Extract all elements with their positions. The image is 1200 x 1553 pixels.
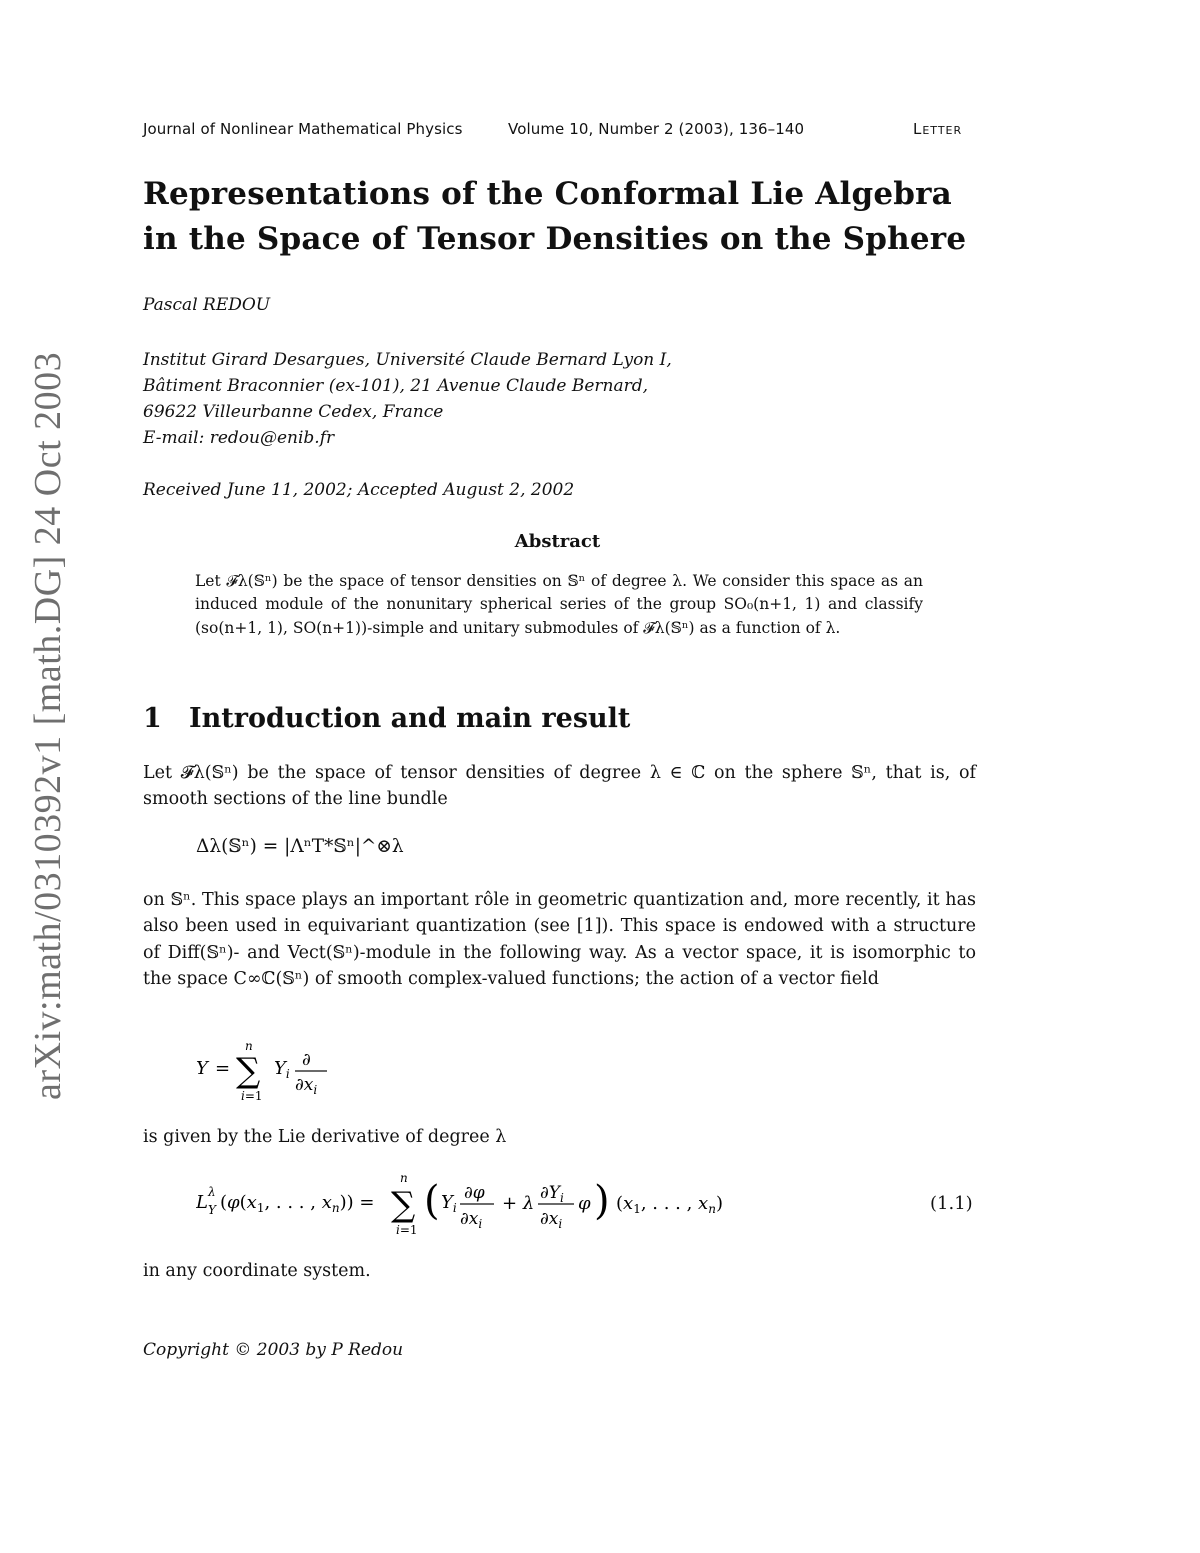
svg-text:∂Yi: $\partial Y_i$ xyxy=(540,1183,564,1205)
svg-text:): ) xyxy=(594,1178,610,1224)
svg-text:(x1, . . . , xn): ($x_1$, . . . , $x_n$) xyxy=(616,1193,723,1216)
svg-text:(φ(x1, . . . , xn)) =: ($\varphi(x_1$, . . . , $x_n$)) = xyxy=(220,1192,375,1215)
intro-paragraph-1: Let 𝓕λ(𝕊ⁿ) be the space of tensor densities of degree λ ∈ ℂ on the sphere 𝕊ⁿ, that is, of smooth sections of the line bundle xyxy=(143,763,976,810)
svg-text:=: = xyxy=(215,1058,231,1079)
vector-field-formula xyxy=(196,1036,356,1108)
svg-text:(: ( xyxy=(424,1178,440,1224)
equation-lie-derivative xyxy=(196,1168,756,1240)
svg-text:i=1: i=1 xyxy=(396,1223,418,1237)
svg-text:∑: ∑ xyxy=(236,1051,261,1091)
svg-text:∂xi: $\partial x_i$ xyxy=(295,1075,318,1097)
intro-paragraph-2: on 𝕊ⁿ. This space plays an important rôle in geometric quantization and, more recently, it has also been used in equivariant quantization (see [1]). This space is endowed with a structure of Diff(𝕊ⁿ)- and Vect(𝕊ⁿ)-module in the following way. As a vector space, it is isomorphic to the space C∞ℂ(𝕊ⁿ) of smooth complex-valued functions; the action of a vector field xyxy=(143,890,976,990)
copyright-notice: Copyright © 2003 by P Redou xyxy=(143,1340,404,1360)
section-number: 1 xyxy=(143,703,162,734)
abstract-heading: Abstract xyxy=(514,531,601,552)
lie-derivative-formula xyxy=(196,1168,756,1240)
arxiv-side-stamp: arXiv:math/0310392v1 [math.DG] 24 Oct 2003 xyxy=(27,351,69,1100)
svg-text:n: n xyxy=(400,1171,408,1185)
svg-text:i=1: i=1 xyxy=(241,1089,263,1103)
svg-text:Y: Y xyxy=(208,1203,216,1217)
svg-text:∂xi: $\partial x_i$ xyxy=(460,1209,483,1231)
equation-line-bundle: Δλ(𝕊ⁿ) = |ΛⁿT*𝕊ⁿ|^⊗λ xyxy=(196,836,404,857)
svg-text:∂φ: ∂φ xyxy=(464,1183,485,1203)
affiliation-line-3: 69622 Villeurbanne Cedex, France xyxy=(143,402,444,422)
author: Pascal REDOU xyxy=(143,295,271,315)
svg-text:Yi: $Y_i$ xyxy=(441,1192,457,1215)
article-type: Letter xyxy=(913,120,963,138)
svg-text:∂: ∂ xyxy=(302,1050,311,1070)
svg-text:∑: ∑ xyxy=(391,1185,416,1225)
received-accepted-dates: Received June 11, 2002; Accepted August 2, 2002 xyxy=(143,480,575,500)
svg-text:n: n xyxy=(245,1039,253,1053)
intro-paragraph-3: is given by the Lie derivative of degree λ xyxy=(143,1127,507,1147)
section-heading xyxy=(143,703,630,734)
affiliation-line-2: Bâtiment Braconnier (ex-101), 21 Avenue Claude Bernard, xyxy=(143,376,649,396)
journal-volume: Volume 10, Number 2 (2003), 136–140 xyxy=(508,120,805,138)
affiliation-line-1: Institut Girard Desargues, Université Claude Bernard Lyon I, xyxy=(143,350,672,370)
email[interactable]: E-mail: redou@enib.fr xyxy=(143,428,335,448)
svg-text:L: L xyxy=(196,1192,208,1213)
intro-paragraph-4: in any coordinate system. xyxy=(143,1261,371,1281)
title-line-2: in the Space of Tensor Densities on the Sphere xyxy=(143,221,967,257)
equation-number: (1.1) xyxy=(930,1193,973,1214)
abstract-text: Let 𝓕λ(𝕊ⁿ) be the space of tensor densities on 𝕊ⁿ of degree λ. We consider this space as an induced module of the nonunitary spherical series of the group SO₀(n+1, 1) and classify (so(n+1, 1), SO(n+1))-simple and unitary submodules of 𝓕λ(𝕊ⁿ) as a function of λ. xyxy=(195,572,923,637)
section-title: Introduction and main result xyxy=(189,703,631,734)
equation-vector-field xyxy=(196,1036,356,1108)
svg-text:φ: φ xyxy=(578,1193,591,1214)
journal-name: Journal of Nonlinear Mathematical Physics xyxy=(143,120,463,138)
svg-text:∂xi: $\partial x_i$ xyxy=(540,1209,563,1231)
svg-text:Yi: $Y_i$ xyxy=(274,1058,290,1081)
svg-text:+ λ: + λ xyxy=(502,1193,535,1214)
title-line-1: Representations of the Conformal Lie Algebra xyxy=(143,176,952,212)
svg-text:λ: λ xyxy=(208,1185,216,1199)
svg-text:Y: Y xyxy=(196,1058,208,1079)
